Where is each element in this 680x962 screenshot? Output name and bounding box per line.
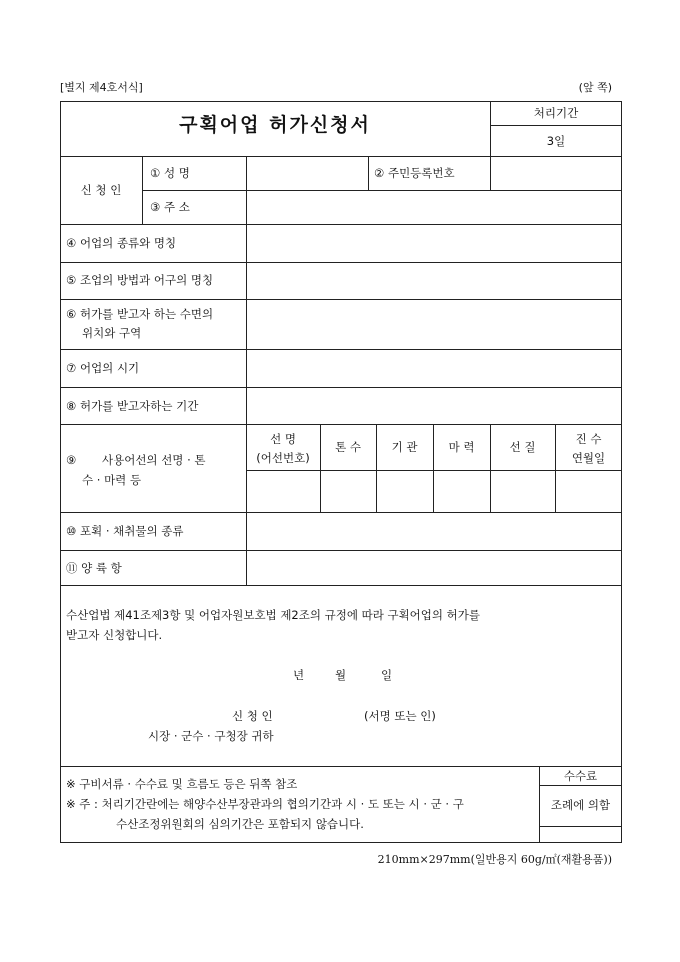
col-launch-date-1: 진 수 (575, 432, 602, 446)
form-number: [별지 제4호서식] (60, 81, 143, 94)
vessel-row-label-1: 사용어선의 선명 · 톤 (102, 453, 206, 467)
name-label: ① 성 명 (150, 166, 190, 180)
col-vessel-name-2: (어선번호) (256, 451, 310, 465)
col-tonnage: 톤 수 (335, 440, 361, 454)
applicant-group-label: 신 청 인 (80, 183, 122, 197)
address-field[interactable] (248, 192, 620, 222)
col-hull-material: 선 질 (509, 440, 536, 454)
landing-port-label: ⑪ 양 륙 항 (66, 561, 122, 575)
fishing-season-label: ⑦ 어업의 시기 (66, 361, 140, 375)
note-processing-2: 수산조정위원회의 심의기간은 포함되지 않습니다. (116, 817, 364, 831)
permit-period-label: ⑧ 허가를 받고자하는 기간 (66, 399, 199, 413)
form-title: 구획어업 허가신청서 (179, 114, 371, 136)
declaration-line-2: 받고자 신청합니다. (66, 628, 163, 642)
date-day: 일 (381, 668, 393, 682)
addressee: 시장 · 군수 · 구청장 귀하 (148, 729, 274, 743)
paper-spec: 210mm×297mm(일반용지 60g/㎡(재활용품)) (377, 853, 612, 866)
declaration-line-1: 수산업법 제41조제3항 및 어업자원보호법 제2조의 규정에 따라 구획어업의 허가를 (66, 608, 480, 622)
name-field[interactable] (248, 158, 366, 188)
address-label: ③ 주 소 (150, 200, 190, 214)
fee-value: 조례에 의함 (550, 798, 611, 812)
vessel-row-number: ⑨ (66, 453, 77, 467)
col-launch-date-2: 연월일 (571, 451, 606, 465)
processing-value: 3일 (546, 134, 566, 148)
col-engine: 기 관 (391, 440, 418, 454)
note-attachments: ※ 구비서류 · 수수료 및 흐름도 등은 뒤쪽 참조 (66, 777, 298, 791)
processing-label: 처리기간 (533, 106, 579, 120)
rrn-field[interactable] (492, 158, 620, 188)
fishing-method-label: ⑤ 조업의 방법과 어구의 명칭 (66, 273, 214, 287)
water-area-label-1: ⑥ 허가를 받고자 하는 수면의 (66, 307, 214, 321)
fee-label: 수수료 (563, 769, 598, 783)
col-horsepower: 마 력 (448, 440, 475, 454)
rrn-label: ② 주민등록번호 (374, 166, 455, 180)
catch-type-label: ⑩ 포획 · 채취물의 종류 (66, 524, 184, 538)
declaration-applicant-label: 신 청 인 (232, 709, 273, 723)
vessel-row-label-2: 수 · 마력 등 (82, 473, 142, 487)
date-month: 월 (335, 668, 347, 682)
fishery-type-label: ④ 어업의 종류와 명칭 (66, 236, 177, 250)
note-processing-1: ※ 주 : 처리기간란에는 해양수산부장관과의 협의기간과 시 · 도 또는 시 · 군 · 구 (66, 797, 464, 811)
signature-hint: (서명 또는 인) (364, 709, 436, 723)
water-area-label-2: 위치와 구역 (82, 326, 142, 340)
page-side: (앞 쪽) (578, 81, 612, 94)
col-vessel-name-1: 선 명 (270, 432, 296, 446)
date-year: 년 (293, 668, 305, 682)
